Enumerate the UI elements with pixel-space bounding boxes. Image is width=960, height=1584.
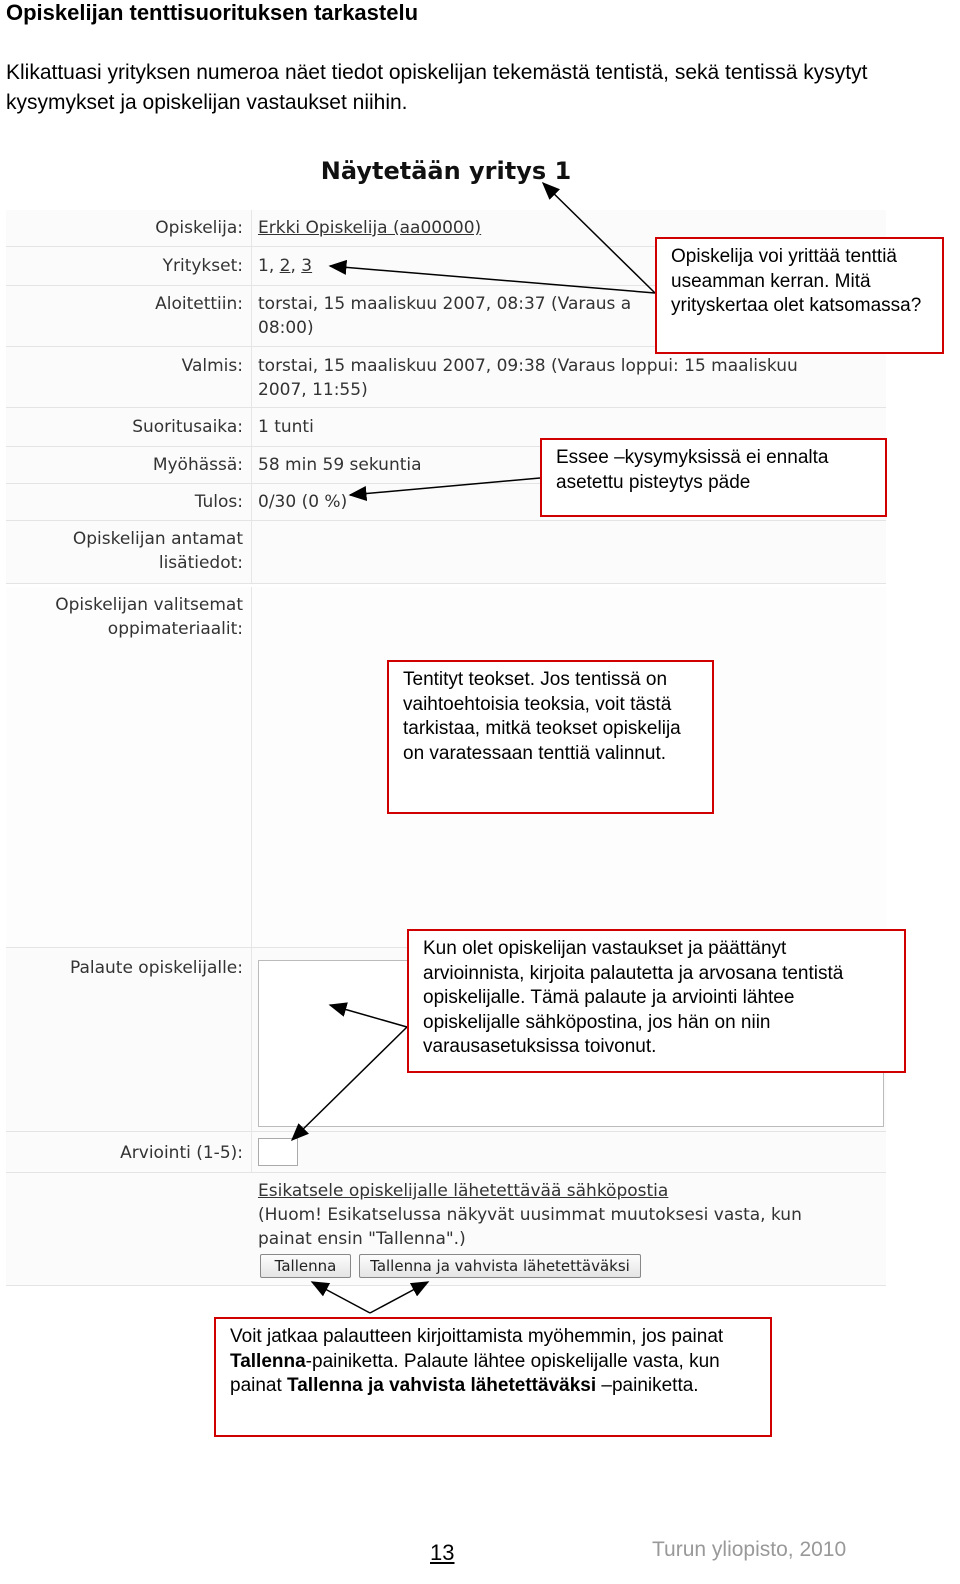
done-value: torstai, 15 maaliskuu 2007, 09:38 (Varaus loppui: 15 maaliskuu (258, 356, 798, 376)
student-label: Opiskelija: (155, 218, 243, 238)
student-link[interactable]: Erkki Opiskelija (aa00000) (258, 218, 482, 238)
attempt-separator: , (290, 256, 296, 276)
started-label: Aloitettiin: (155, 294, 243, 314)
duration-label: Suoritusaika: (132, 417, 243, 437)
done-value-2: 2007, 11:55) (258, 380, 368, 400)
callout-save: Voit jatkaa palautteen kirjoittamista myöhemmin, jos painat Tallenna-painiketta. Palaute lähtee opiskelijalle vasta, kun painat Tallenna ja vahvista lähetettäväksi –painiketta. (214, 1317, 772, 1437)
callout-attempts: Opiskelija voi yrittää tenttiä useamman kerran. Mitä yrityskertaa olet katsomassa? (655, 237, 944, 354)
result-label: Tulos: (194, 492, 243, 512)
attempt-heading: Näytetään yritys 1 (320, 157, 572, 185)
callout-essay: Essee –kysymyksissä ei ennalta asetettu pisteytys päde (540, 438, 887, 517)
callout-works: Tentityt teokset. Jos tentissä on vaihtoehtoisia teoksia, voit tästä tarkistaa, mitkä teokset opiskelija on varatessaan tenttiä valinnut. (387, 660, 714, 814)
save-button[interactable]: Tallenna (260, 1254, 351, 1278)
late-value: 58 min 59 sekuntia (258, 455, 422, 475)
preview-email-link[interactable]: Esikatsele opiskelijalle lähetettävää sähköpostia (258, 1181, 669, 1201)
preview-note-2: painat ensin "Tallenna".) (258, 1229, 466, 1249)
feedback-label: Palaute opiskelijalle: (69, 958, 243, 978)
materials-label: Opiskelijan valitsemat oppimateriaalit: (55, 595, 243, 639)
arrow-to-save-send (370, 1282, 428, 1313)
grade-label: Arviointi (1-5): (120, 1143, 243, 1163)
attempt-current: 1, (258, 256, 275, 276)
late-label: Myöhässä: (152, 455, 243, 475)
arrow-to-attempts (330, 266, 655, 293)
intro-paragraph: Klikattuasi yrityksen numeroa näet tiedot opiskelijan tekemästä tentistä, sekä tentissä kysytyt kysymykset ja opiskelijan vastaukset niihin. (6, 61, 868, 114)
attempt-2-link[interactable]: 2 (279, 256, 291, 276)
started-value-2: 08:00) (258, 318, 314, 338)
arrow-to-heading (543, 183, 655, 293)
arrow-to-save (312, 1282, 370, 1313)
footer-organization: Turun yliopisto, 2010 (652, 1538, 847, 1561)
extra-info-label: Opiskelijan antamat lisätiedot: (72, 529, 243, 573)
callout-feedback: Kun olet opiskelijan vastaukset ja päättänyt arvioinnista, kirjoita palautetta ja arvosana tentistä opiskelijalle. Tämä palaute ja arviointi lähtee opiskelijalle sähköpostina, jos hän on niin varausasetuksissa toivonut. (407, 929, 906, 1073)
attempts-label: Yritykset: (162, 256, 243, 276)
started-value: torstai, 15 maaliskuu 2007, 08:37 (Varaus a (258, 294, 632, 314)
page-number: 13 (430, 1540, 455, 1565)
arrow-to-grade (292, 1027, 407, 1140)
result-value: 0/30 (0 %) (258, 492, 348, 512)
duration-value: 1 tunti (258, 417, 314, 437)
arrow-to-feedback (330, 1005, 407, 1027)
document-title: Opiskelijan tenttisuorituksen tarkastelu (6, 0, 419, 25)
attempt-3-link[interactable]: 3 (301, 256, 313, 276)
done-label: Valmis: (181, 356, 243, 376)
save-and-send-button[interactable]: Tallenna ja vahvista lähetettäväksi (359, 1254, 641, 1278)
arrow-to-result (350, 478, 540, 495)
preview-note-1: (Huom! Esikatselussa näkyvät uusimmat muutoksesi vasta, kun (258, 1205, 802, 1225)
